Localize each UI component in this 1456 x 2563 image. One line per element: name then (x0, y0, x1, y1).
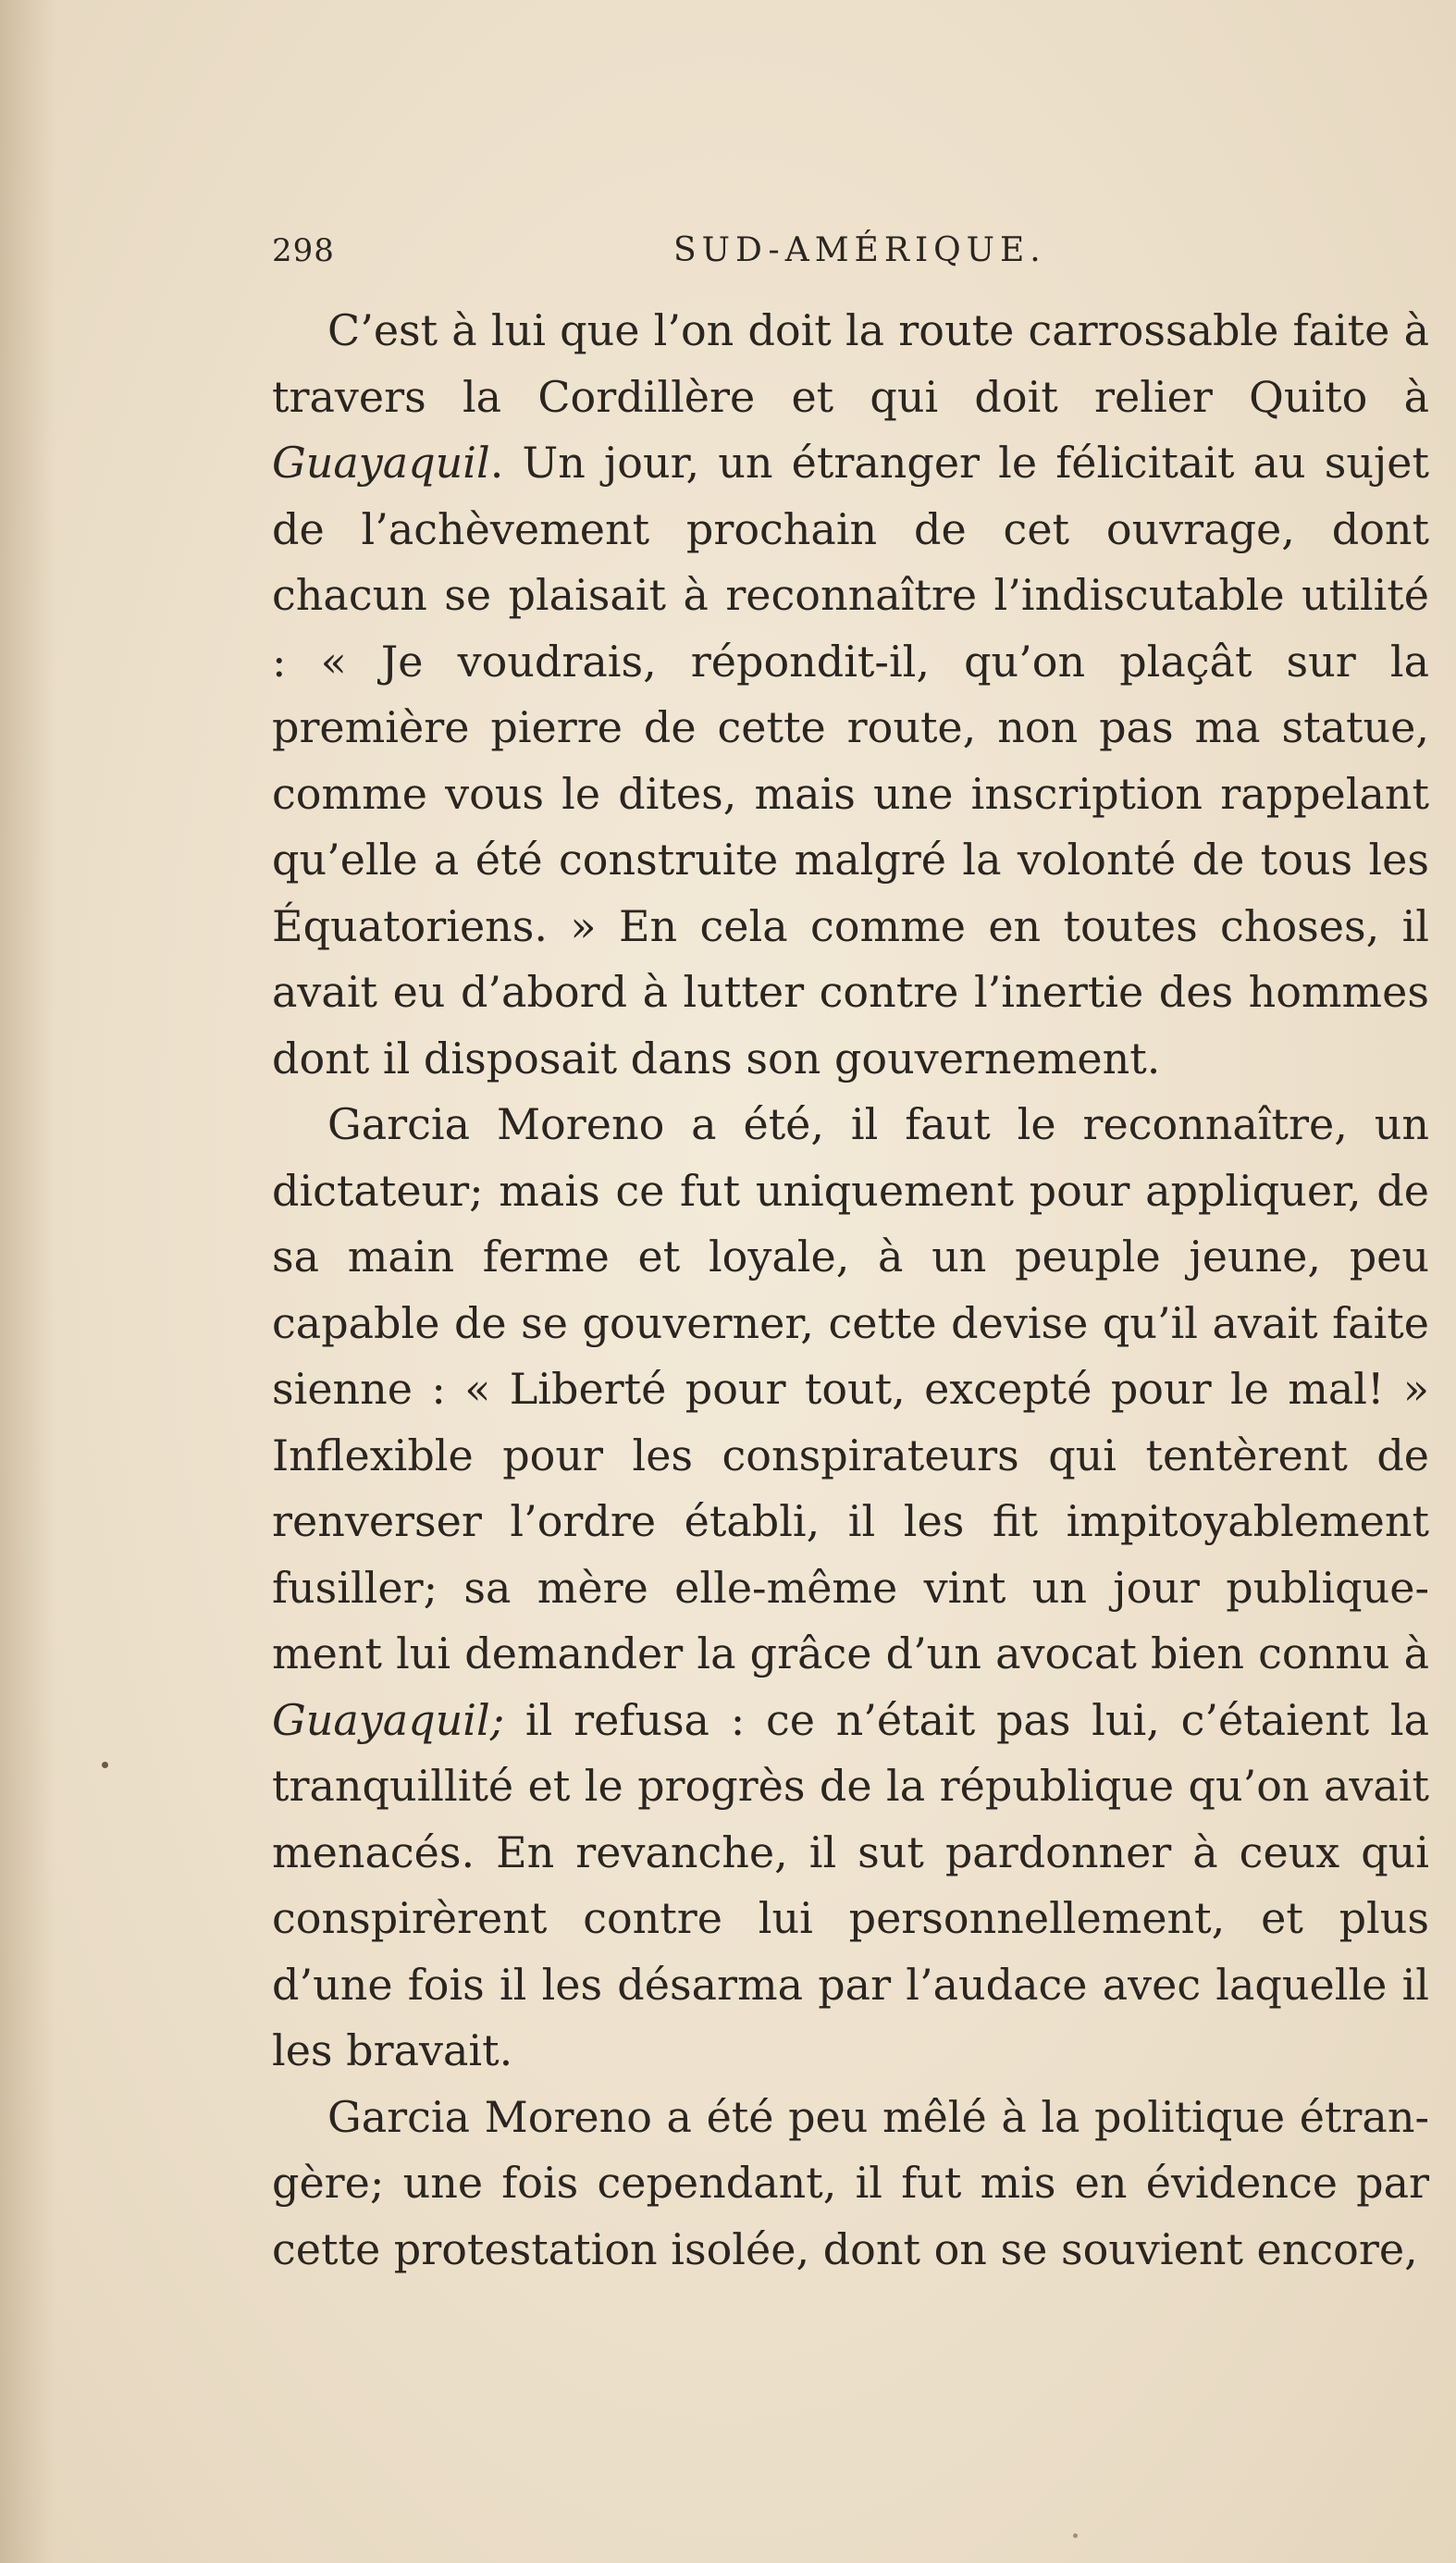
page-gutter-shadow (0, 0, 56, 2563)
text-segment: il refusa : ce n’était pas lui, c’étaient la tranquillité et le progrès de la république qu’on avait menacés. En revanche, il sut pardonner à ceux qui conspirèrent contre lui personnellement, et plus d’une fois il les désarma par l’audace avec laquelle il les bravait. (272, 1694, 1429, 2075)
paragraph-3 (272, 2085, 1429, 2284)
paragraph-1 (272, 298, 1429, 1092)
paragraph-2 (272, 1092, 1429, 2085)
running-title: SUD-AMÉRIQUE. (673, 231, 1046, 269)
paper-speck (102, 1762, 108, 1768)
text-segment: C’est à lui que l’on doit la route carrossable faite à travers la Cordillère et qui doit relier Quito à (272, 305, 1429, 422)
italic-place-name: Guayaquil (272, 438, 490, 488)
paper-speck (1073, 2533, 1078, 2538)
page-number: 298 (272, 232, 335, 269)
italic-place-name: Guayaquil; (272, 1694, 505, 1745)
text-segment: Garcia Moreno a été peu mêlé à la politique étrangère; une fois cependant, il fut mis en évidence par cette protestation isolée, dont on se souvient encore, (272, 2091, 1429, 2274)
text-segment: Garcia Moreno a été, il faut le reconnaître, un dictateur; mais ce fut uniquement pour appliquer, de sa main ferme et loyale, à un peuple jeune, peu capable de se gouverner, cette devise qu’il avait faite sienne : « Liberté pour tout, excepté pour le mal! » Inflexible pour les conspirateurs qui tentèrent de renverser l’ordre établi, il les fit impitoyablement fusiller; sa mère elle-même vint un jour publiquement lui demander la grâce d’un avocat bien connu à (272, 1099, 1429, 1678)
text-segment: . Un jour, un étranger le félicitait au sujet de l’achèvement prochain de cet ouvrage, dont chacun se plaisait à reconnaître l’indiscutable utilité : « Je voudrais, répondit-il, qu’on plaçât sur la première pierre de cette route, non pas ma statue, comme vous le dites, mais une inscription rappelant qu’elle a été construite malgré la volonté de tous les Équatoriens. » En cela comme en toutes choses, il avait eu d’abord à lutter contre l’inertie des hommes dont il disposait dans son gouvernement. (272, 438, 1429, 1083)
page-header (272, 228, 1429, 274)
body-text (272, 298, 1429, 2283)
